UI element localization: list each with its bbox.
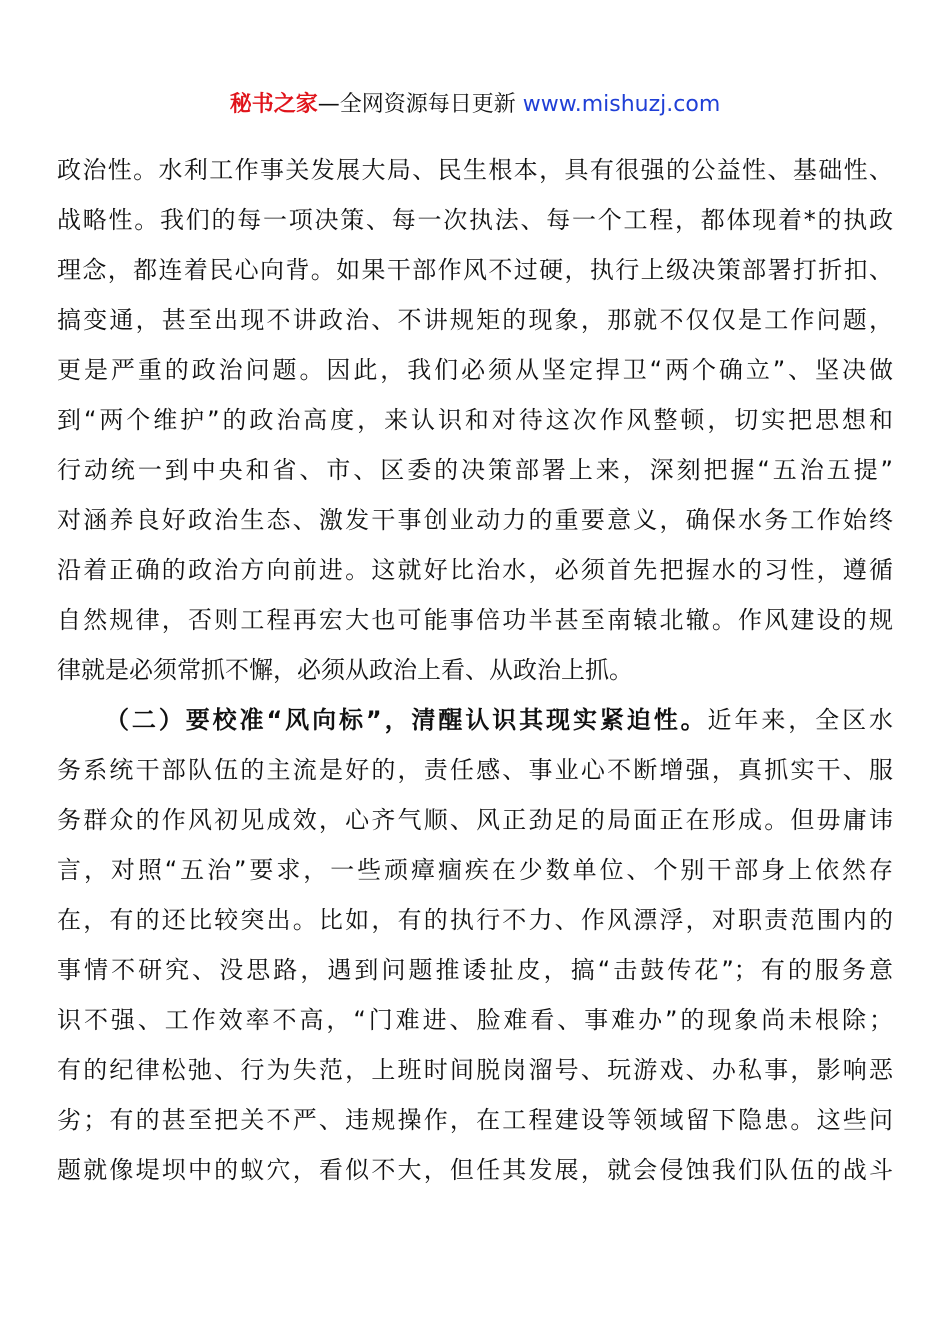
text-line: 对涵养良好政治生态、激发干事创业动力的重要意义，确保水务工作始终: [57, 506, 893, 534]
paragraph-heading-line: [57, 695, 893, 745]
text-line: 行动统一到中央和省、市、区委的决策部署上来，深刻把握“五治五提”: [57, 456, 893, 484]
text-line: 搞变通，甚至出现不讲政治、不讲规矩的现象，那就不仅仅是工作问题，: [57, 306, 893, 334]
text-line: 战略性。我们的每一项决策、每一次执法、每一个工程，都体现着*的执政: [57, 206, 893, 234]
text-line: 言，对照“五治”要求，一些顽瘴痼疾在少数单位、个别干部身上依然存: [57, 856, 893, 884]
text-line: 自然规律，否则工程再宏大也可能事倍功半甚至南辕北辙。作风建设的规: [57, 606, 893, 634]
text-line: 题就像堤坝中的蚁穴，看似不大，但任其发展，就会侵蚀我们队伍的战斗: [57, 1156, 893, 1184]
paragraph-2: [57, 695, 893, 1195]
paragraph-1: [57, 145, 893, 695]
header-tagline: —全网资源每日更新: [317, 92, 516, 117]
text-line: 劣；有的甚至把关不严、违规操作，在工程建设等领域留下隐患。这些问: [57, 1106, 893, 1134]
text-line: 有的纪律松弛、行为失范，上班时间脱岗溜号、玩游戏、办私事，影响恶: [57, 1056, 893, 1084]
text-line: 到“两个维护”的政治高度，来认识和对待这次作风整顿，切实把思想和: [57, 406, 893, 434]
heading-line-text: 近年来，全区水: [707, 706, 894, 734]
brand-name: 秘书之家: [229, 92, 318, 117]
document-body: [57, 145, 893, 1195]
text-line: 事情不研究、没思路，遇到问题推诿扯皮，搞“击鼓传花”；有的服务意: [57, 956, 893, 984]
text-line: 理念，都连着民心向背。如果干部作风不过硬，执行上级决策部署打折扣、: [57, 256, 893, 284]
text-line: 务群众的作风初见成效，心齐气顺、风正劲足的局面正在形成。但毋庸讳: [57, 806, 893, 834]
website-link[interactable]: www.mishuzj.com: [522, 92, 721, 117]
text-line: 律就是必须常抓不懈，必须从政治上看、从政治上抓。: [57, 656, 633, 684]
text-line: 识不强、工作效率不高，“门难进、脸难看、事难办”的现象尚未根除；: [57, 1006, 893, 1034]
text-line: 更是严重的政治问题。因此，我们必须从坚定捍卫“两个确立”、坚决做: [57, 356, 893, 384]
text-line: 政治性。水利工作事关发展大局、民生根本，具有很强的公益性、基础性、: [57, 156, 893, 184]
text-line: 沿着正确的政治方向前进。这就好比治水，必须首先把握水的习性，遵循: [57, 556, 893, 584]
text-line: 在，有的还比较突出。比如，有的执行不力、作风漂浮，对职责范围内的: [57, 906, 893, 934]
text-line: 务系统干部队伍的主流是好的，责任感、事业心不断增强，真抓实干、服: [57, 756, 893, 784]
section-heading: （二）要校准“风向标”，清醒认识其现实紧迫性。: [105, 706, 708, 734]
page-header: [0, 88, 950, 122]
